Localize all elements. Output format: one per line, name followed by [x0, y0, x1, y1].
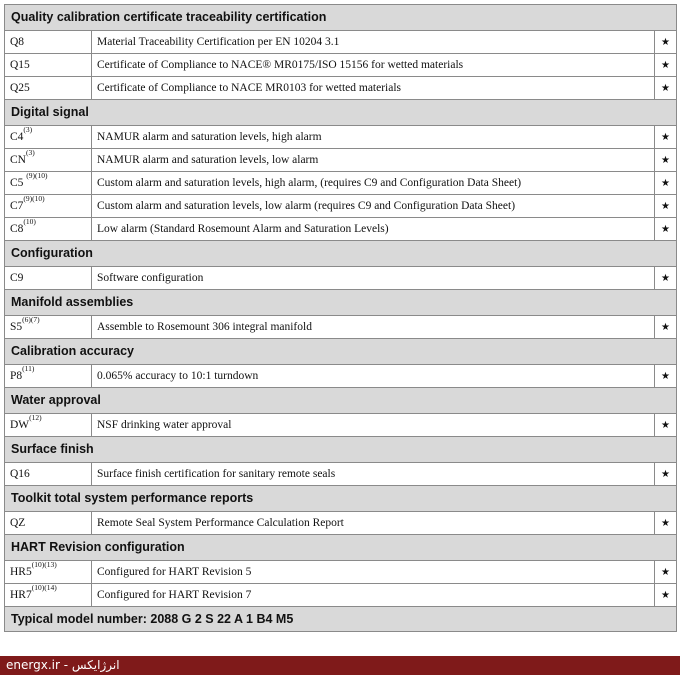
- option-code: [5, 172, 92, 194]
- option-code-text: DW: [10, 419, 30, 431]
- option-code: [5, 218, 92, 240]
- option-code-text: C4: [10, 131, 24, 143]
- table-row: [4, 217, 677, 240]
- section-header: Manifold assemblies: [4, 289, 677, 315]
- option-code-text: HR7: [10, 589, 32, 601]
- footnote-ref: (9)(10): [23, 194, 45, 203]
- table-row: [4, 315, 677, 338]
- options-table: [4, 4, 677, 632]
- star-icon: ★: [661, 178, 670, 189]
- footnote-ref: (3): [23, 125, 33, 134]
- star-icon: ★: [661, 420, 670, 431]
- section-header: Surface finish: [4, 436, 677, 462]
- table-row: [4, 462, 677, 485]
- option-description: Software configuration: [92, 267, 655, 289]
- option-description: Material Traceability Certification per EN 10204 3.1: [92, 31, 655, 53]
- option-code: [5, 31, 92, 53]
- star-icon: ★: [661, 60, 670, 71]
- option-code-text: Q8: [10, 36, 25, 48]
- table-row: [4, 364, 677, 387]
- watermark-text: energx.ir - انرژایکس: [6, 658, 120, 672]
- option-code-text: C9: [10, 272, 24, 284]
- section-header: HART Revision configuration: [4, 534, 677, 560]
- footnote-ref: (10)(13): [31, 560, 57, 569]
- footnote-ref: (11): [22, 364, 35, 373]
- option-code: [5, 267, 92, 289]
- star-icon: ★: [661, 273, 670, 284]
- option-code-text: HR5: [10, 566, 32, 578]
- footnote-ref: (10)(14): [31, 583, 57, 592]
- section-header: Toolkit total system performance reports: [4, 485, 677, 511]
- section-header: Calibration accuracy: [4, 338, 677, 364]
- option-description: Custom alarm and saturation levels, low alarm (requires C9 and Configuration Data Sheet): [92, 195, 655, 217]
- option-code-text: Q25: [10, 82, 30, 94]
- star-icon: ★: [661, 201, 670, 212]
- star-icon: ★: [661, 518, 670, 529]
- option-description: Assemble to Rosemount 306 integral manifold: [92, 316, 655, 338]
- option-code: [5, 561, 92, 583]
- option-code: [5, 584, 92, 606]
- star-icon: ★: [661, 469, 670, 480]
- table-row: [4, 76, 677, 99]
- table-row: [4, 148, 677, 171]
- option-code-text: C7: [10, 200, 24, 212]
- option-code-text: Q16: [10, 468, 30, 480]
- option-code: [5, 77, 92, 99]
- option-code-text: Q15: [10, 59, 30, 71]
- option-description: Configured for HART Revision 5: [92, 561, 655, 583]
- table-row: [4, 560, 677, 583]
- footnote-ref: (12): [29, 413, 42, 422]
- option-description: Configured for HART Revision 7: [92, 584, 655, 606]
- star-icon: ★: [661, 590, 670, 601]
- option-code: [5, 463, 92, 485]
- option-description: NSF drinking water approval: [92, 414, 655, 436]
- table-row: [4, 125, 677, 148]
- table-row: [4, 53, 677, 76]
- star-icon: ★: [661, 224, 670, 235]
- option-code: [5, 54, 92, 76]
- option-code: [5, 414, 92, 436]
- table-row: [4, 413, 677, 436]
- footnote-ref: (6)(7): [22, 315, 40, 324]
- option-code-text: P8: [10, 370, 23, 382]
- section-header: Digital signal: [4, 99, 677, 125]
- option-description: Surface finish certification for sanitary remote seals: [92, 463, 655, 485]
- option-description: Custom alarm and saturation levels, high alarm, (requires C9 and Configuration Data Sheet): [92, 172, 655, 194]
- star-icon: ★: [661, 155, 670, 166]
- table-row: [4, 583, 677, 606]
- table-row: [4, 266, 677, 289]
- footnote-ref: (3): [25, 148, 35, 157]
- option-description: Certificate of Compliance to NACE MR0103 for wetted materials: [92, 77, 655, 99]
- option-description: 0.065% accuracy to 10:1 turndown: [92, 365, 655, 387]
- footnote-ref: (9)(10): [26, 171, 48, 180]
- section-header: Quality calibration certificate traceability certification: [4, 4, 677, 30]
- option-code: [5, 126, 92, 148]
- option-code-text: C5: [10, 177, 27, 189]
- watermark-banner: [0, 656, 680, 675]
- star-icon: ★: [661, 567, 670, 578]
- section-header: Water approval: [4, 387, 677, 413]
- option-code: [5, 195, 92, 217]
- option-code: [5, 512, 92, 534]
- footnote-ref: (10): [23, 217, 36, 226]
- table-row: [4, 511, 677, 534]
- table-row: [4, 194, 677, 217]
- star-icon: ★: [661, 37, 670, 48]
- option-description: NAMUR alarm and saturation levels, high alarm: [92, 126, 655, 148]
- star-icon: ★: [661, 371, 670, 382]
- option-description: Low alarm (Standard Rosemount Alarm and Saturation Levels): [92, 218, 655, 240]
- option-code-text: S5: [10, 321, 23, 333]
- star-icon: ★: [661, 132, 670, 143]
- option-description: NAMUR alarm and saturation levels, low alarm: [92, 149, 655, 171]
- section-header: Configuration: [4, 240, 677, 266]
- option-code: [5, 149, 92, 171]
- option-code: [5, 316, 92, 338]
- option-code-text: CN: [10, 154, 26, 166]
- option-description: Certificate of Compliance to NACE® MR0175/ISO 15156 for wetted materials: [92, 54, 655, 76]
- typical-model-number: Typical model number: 2088 G 2 S 22 A 1 B4 M5: [4, 606, 677, 632]
- star-icon: ★: [661, 83, 670, 94]
- option-code-text: C8: [10, 223, 24, 235]
- option-code-text: QZ: [10, 517, 26, 529]
- option-description: Remote Seal System Performance Calculation Report: [92, 512, 655, 534]
- table-row: [4, 171, 677, 194]
- table-row: [4, 30, 677, 53]
- option-code: [5, 365, 92, 387]
- star-icon: ★: [661, 322, 670, 333]
